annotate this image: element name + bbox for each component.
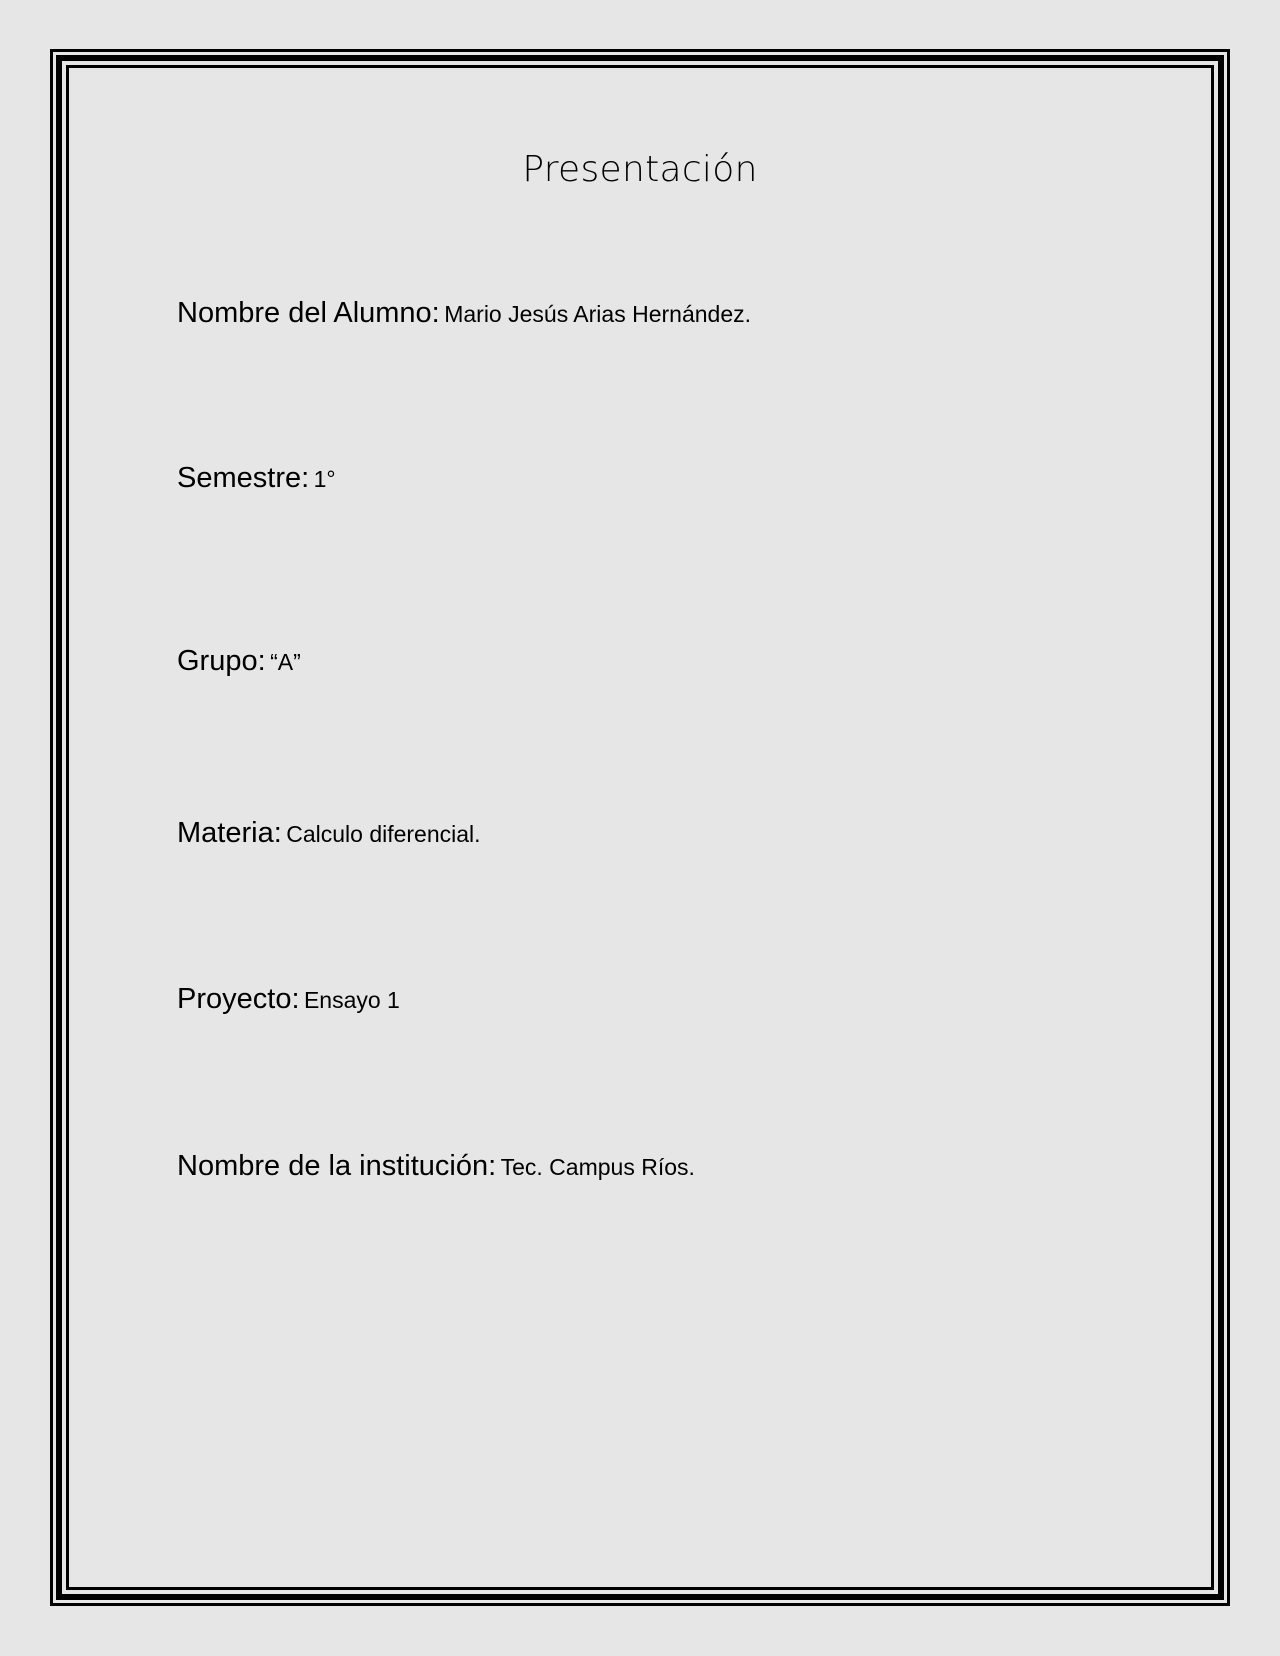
field-label: Nombre de la institución: (177, 1150, 497, 1182)
field-semester (177, 461, 336, 496)
field-label: Proyecto: (177, 983, 300, 1015)
field-group (177, 644, 301, 679)
field-value: Tec. Campus Ríos. (500, 1154, 695, 1180)
field-value: Mario Jesús Arias Hernández. (444, 301, 752, 327)
field-label: Nombre del Alumno: (177, 297, 440, 329)
field-value: “A” (270, 649, 301, 675)
field-project (177, 982, 400, 1017)
field-label: Semestre: (177, 462, 310, 494)
field-value: Ensayo 1 (303, 987, 400, 1013)
field-subject (177, 816, 481, 851)
field-student-name (177, 296, 751, 331)
field-label: Grupo: (177, 645, 266, 677)
page-title: Presentación (522, 149, 758, 190)
field-value: Calculo diferencial. (286, 821, 481, 847)
field-value: 1° (313, 466, 336, 492)
field-institution (177, 1149, 695, 1184)
field-label: Materia: (177, 817, 282, 849)
